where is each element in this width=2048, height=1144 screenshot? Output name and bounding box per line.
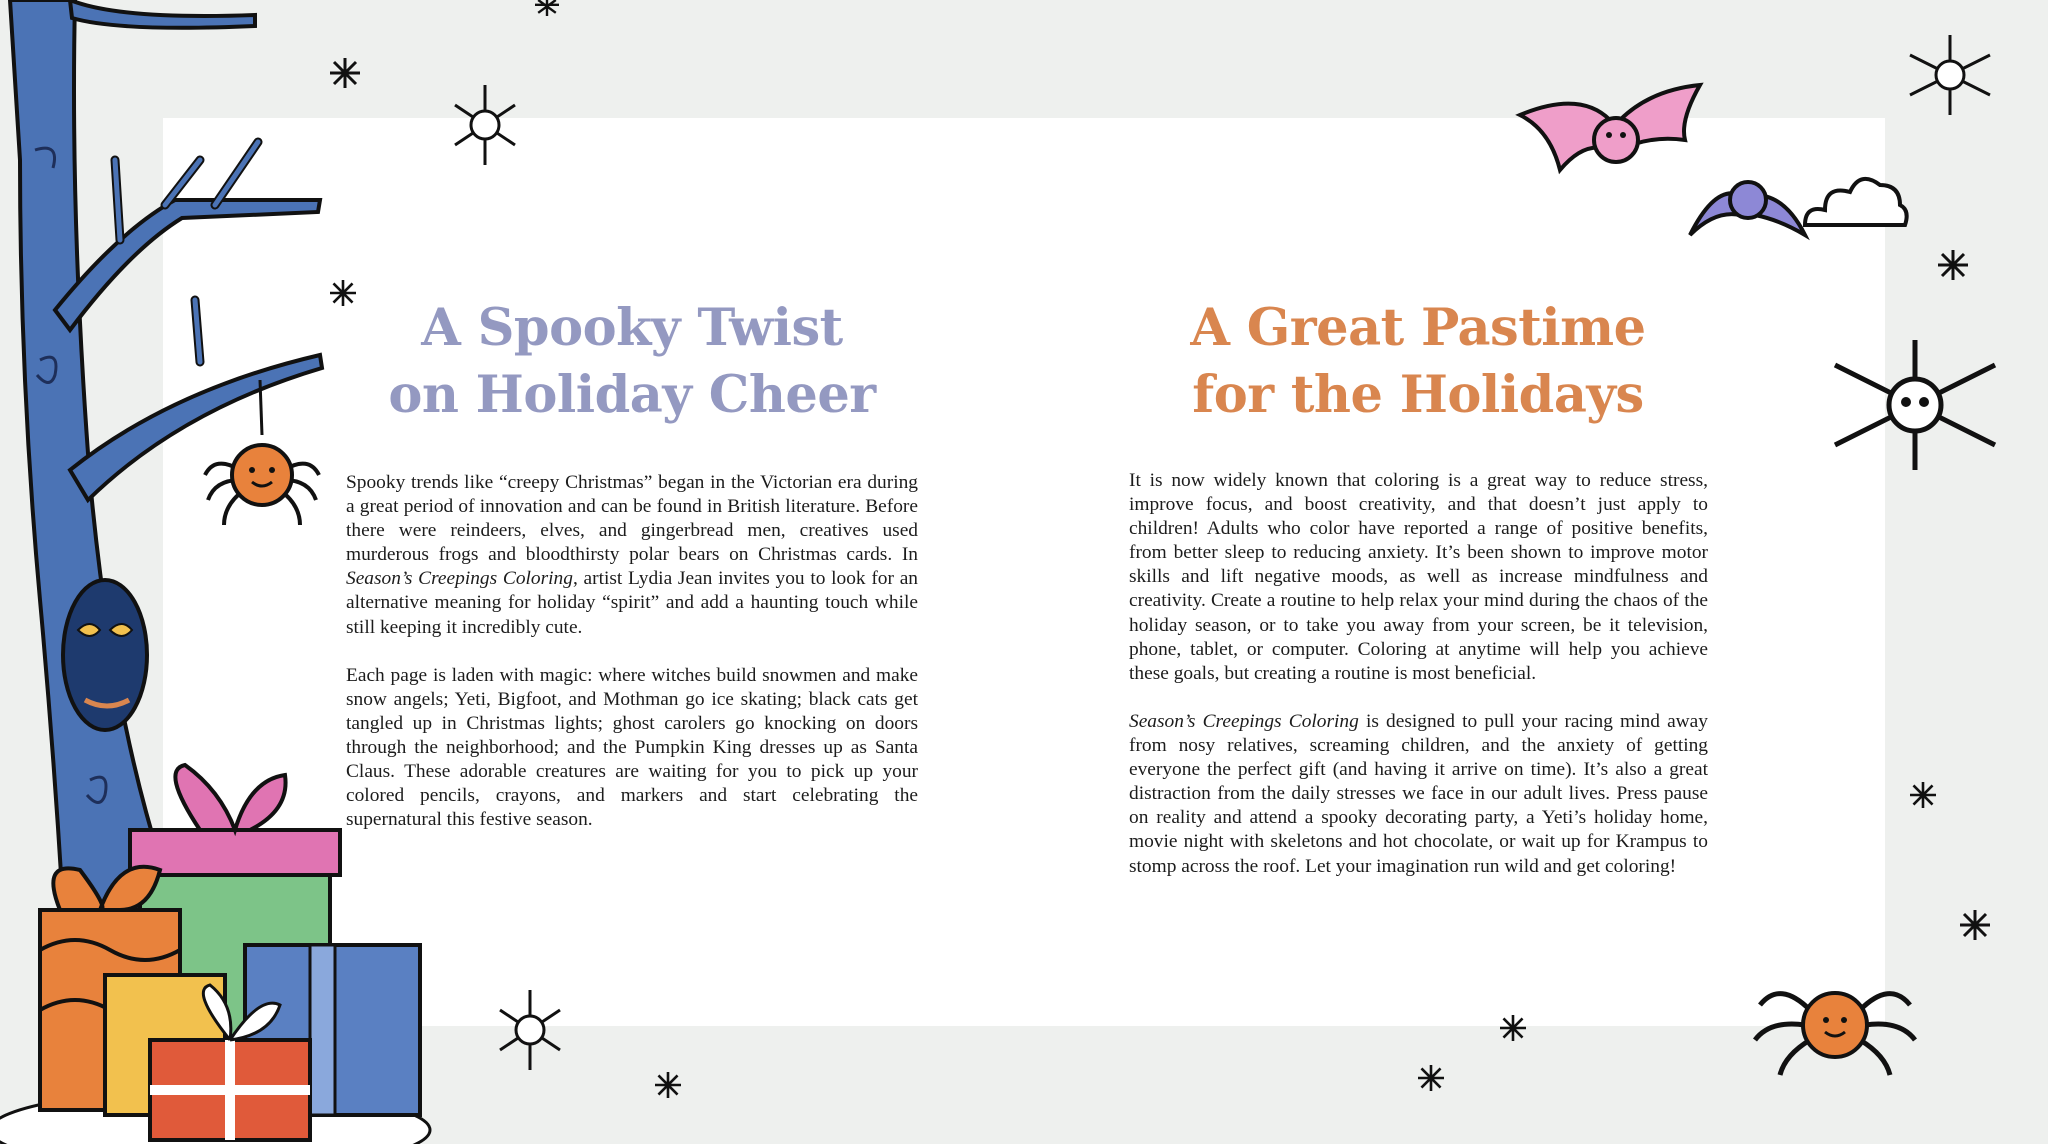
bat-icon xyxy=(1520,80,1705,180)
right-paragraph-2: Season’s Creepings Coloring is designed to pull your racing mind away from nosy relatives, screaming children, and the anxiety of getting everyone the perfect gift (and having it arrive on time). It’s also a great distraction from the daily stresses we face in our adult lives. Press pause on reality and attend a spooky decorating party, a Yeti’s holiday home, movie night with skeletons and hot chocolate, or wait up for Krampus to stomp across the roof. Let your imagination run wild and get coloring! xyxy=(1129,710,1708,877)
snowflake-icon xyxy=(1835,340,1995,470)
left-page-title xyxy=(332,295,932,429)
book-title: Season’s Creepings Coloring xyxy=(346,568,573,590)
gift-boxes xyxy=(20,760,420,1144)
left-title-line-2: on Holiday Cheer xyxy=(388,365,876,425)
sparkle-icon xyxy=(330,58,360,88)
cloud-icon xyxy=(1800,170,1910,235)
sparkle-icon xyxy=(330,280,356,306)
book-title: Season’s Creepings Coloring xyxy=(1129,710,1359,732)
sparkle-icon xyxy=(1938,250,1968,280)
left-body-text xyxy=(346,471,918,857)
sparkle-icon xyxy=(1910,782,1936,808)
snowflake-icon xyxy=(500,990,560,1070)
right-title-line-2: for the Holidays xyxy=(1192,365,1644,425)
sparkle-icon xyxy=(1500,1015,1526,1041)
right-title-line-1: A Great Pastime xyxy=(1190,298,1646,358)
spider-icon xyxy=(1750,960,1920,1080)
sparkle-icon xyxy=(1960,910,1990,940)
snowflake-icon xyxy=(1910,35,1990,115)
sparkle-icon xyxy=(535,0,559,16)
bat-icon xyxy=(1690,165,1810,240)
left-title-line-1: A Spooky Twist xyxy=(421,298,843,358)
left-paragraph-2: Each page is laden with magic: where witches build snowmen and make snow angels; Yeti, Bigfoot, and Mothman go ice skating; black cats get tangled up in Christmas lights; ghost carolers go knocking on doors through the neighborhood; and the Pumpkin King dresses up as Santa Claus. These adorable creatures are waiting for you to pick up your colored pencils, crayons, and markers and start celebrating the supernatural this festive season. xyxy=(346,664,918,831)
sparkle-icon xyxy=(1418,1065,1444,1091)
right-body-text xyxy=(1129,469,1708,903)
left-paragraph-1: Spooky trends like “creepy Christmas” began in the Victorian era during a great period of innovation and can be found in British literature. Before there were reindeers, elves, and gingerbread men, creatives used murderous frogs and bloodthirsty polar bears on Christmas cards. In Season’s Creepings Coloring, artist Lydia Jean invites you to look for an alternative meaning for holiday “spirit” and add a haunting touch while still keeping it incredibly cute. xyxy=(346,472,918,638)
snowflake-icon xyxy=(455,85,515,165)
right-page-title xyxy=(1118,295,1718,429)
right-paragraph-1: It is now widely known that coloring is a great way to reduce stress, improve focus, and boost creativity, and that doesn’t just apply to children! Adults who color have reported a range of positive benefits, from better sleep to reducing anxiety. It’s been shown to improve motor skills and lift negative moods, as well as increase mindfulness and creativity. Create a routine to help relax your mind during the chaos of the holiday season, or to take you away from your screen, be it television, phone, tablet, or computer. Coloring at anytime will help you achieve these goals, but creating a routine is most beneficial. xyxy=(1129,470,1708,684)
spider-icon xyxy=(200,380,340,540)
sparkle-icon xyxy=(655,1072,681,1098)
